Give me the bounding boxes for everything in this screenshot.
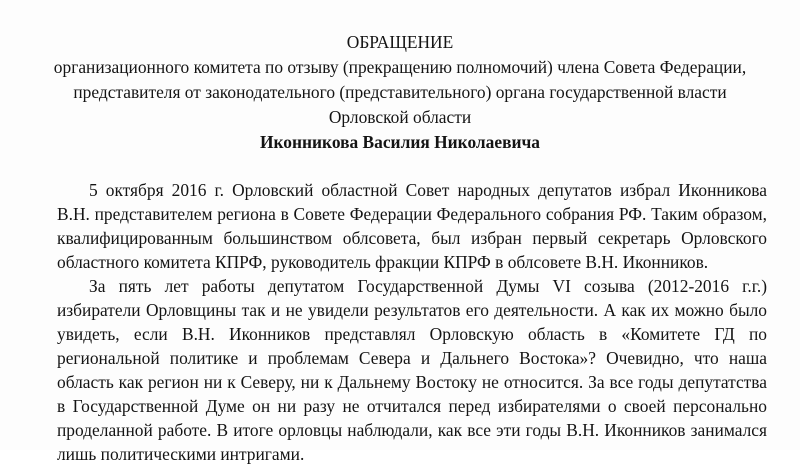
paragraph-line: квалифицированным большинством облсовета, был избран первый секретарь Орловского [57,228,767,248]
document-title: ОБРАЩЕНИЕ [346,32,454,52]
paragraph-line: региональной политике и проблемам Севера и Дальнего Востока»? Очевидно, что наша [57,348,767,368]
person-name-heading: Иконникова Василия Николаевича [259,132,540,152]
paragraph-line: проделанной работе. В итоге орловцы наблюдали, как все эти годы В.Н. Иконников занимался [57,420,767,440]
paragraph-line: 5 октября 2016 г. Орловский областной Совет народных депутатов избрал Иконникова [89,180,767,200]
paragraph-line: В.Н. представителем региона в Совете Федерации Федерального собрания РФ. Таким образом, [57,204,767,224]
paragraph-line: увидеть, если В.Н. Иконников представлял Орловскую область в «Комитете ГД по [57,324,767,344]
subtitle-line: Орловской области [328,107,472,127]
paragraph-line: в Государственной Думе он ни разу не отчитался перед избирателями о своей персонально [57,396,767,416]
paragraph-line: область как регион ни к Северу, ни к Дальнему Востоку не относится. За все годы депутатства [57,372,767,392]
paragraph-line: областного комитета КПРФ, руководитель фракции КПРФ в облсовете В.Н. Иконников. [57,252,709,272]
paragraph-line: За пять лет работы депутатом Государственной Думы VI созыва (2012-2016 г.г.) [89,276,767,296]
subtitle-line: представителя от законодательного (представительного) органа государственной власти [73,82,727,102]
subtitle-line: организационного комитета по отзыву (прекращению полномочий) члена Совета Федерации, [53,57,747,77]
paragraph-line: избиратели Орловщины так и не увидели результатов его деятельности. А как их можно было [57,300,767,320]
paragraph-line: лишь политическими интригами. [57,444,305,464]
